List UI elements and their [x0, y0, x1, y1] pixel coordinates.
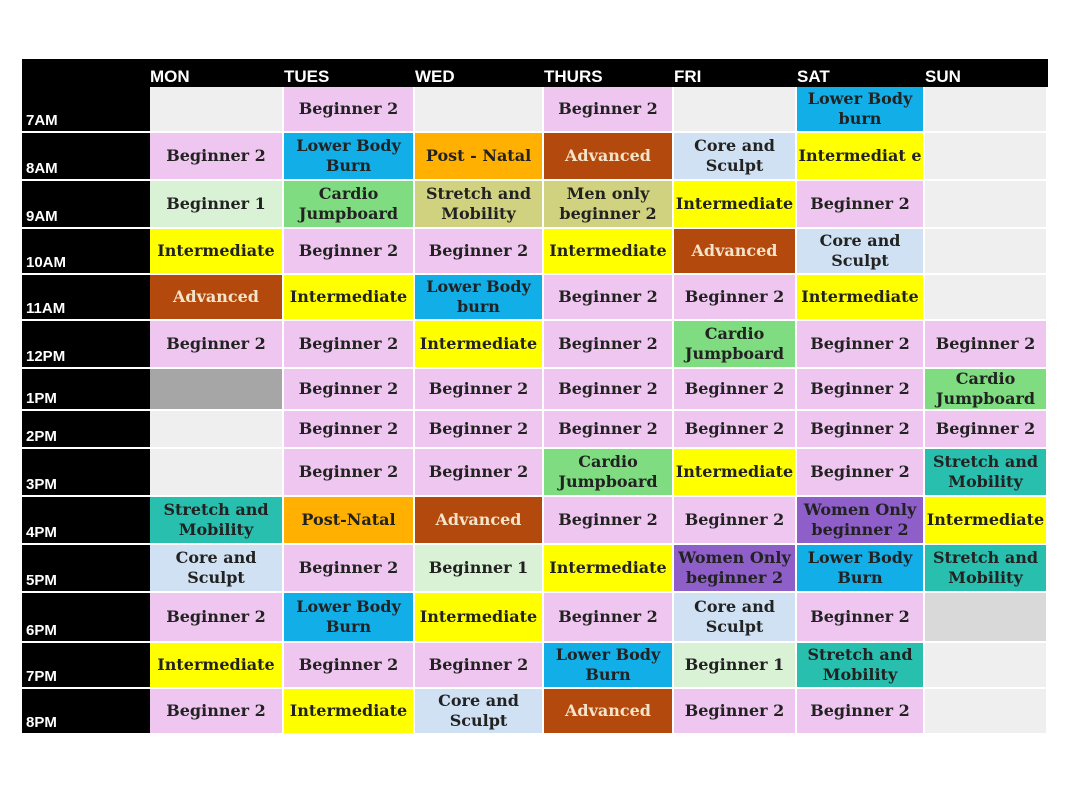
- day-header-wed: WED: [415, 59, 544, 87]
- class-cell-sun: Beginner 2: [925, 411, 1048, 449]
- class-cell-sat: Intermediat e: [797, 133, 925, 181]
- class-cell-tues: Beginner 2: [284, 411, 415, 449]
- class-cell-thurs: Beginner 2: [544, 87, 674, 133]
- class-cell-sat: Beginner 2: [797, 449, 925, 497]
- class-cell-sun: [925, 593, 1048, 643]
- class-cell-thurs: Cardio Jumpboard: [544, 449, 674, 497]
- class-cell-mon: Advanced: [150, 275, 284, 321]
- class-cell-sat: Beginner 2: [797, 369, 925, 411]
- class-cell-thurs: Lower Body Burn: [544, 643, 674, 689]
- class-cell-sun: Cardio Jumpboard: [925, 369, 1048, 411]
- class-cell-thurs: Beginner 2: [544, 411, 674, 449]
- class-cell-tues: Beginner 2: [284, 643, 415, 689]
- class-cell-wed: Core and Sculpt: [415, 689, 544, 735]
- class-cell-mon: [150, 369, 284, 411]
- class-cell-sat: Women Only beginner 2: [797, 497, 925, 545]
- class-cell-tues: Beginner 2: [284, 369, 415, 411]
- timetable-row: [22, 689, 1048, 735]
- class-cell-mon: Beginner 1: [150, 181, 284, 229]
- class-cell-wed: Beginner 2: [415, 369, 544, 411]
- time-slot-label: 12PM: [22, 321, 150, 369]
- class-cell-sat: Beginner 2: [797, 411, 925, 449]
- class-cell-tues: Beginner 2: [284, 229, 415, 275]
- class-cell-wed: Beginner 1: [415, 545, 544, 593]
- class-cell-sun: [925, 133, 1048, 181]
- class-cell-tues: Beginner 2: [284, 545, 415, 593]
- class-cell-sun: [925, 275, 1048, 321]
- class-cell-mon: Beginner 2: [150, 689, 284, 735]
- class-cell-wed: Intermediate: [415, 593, 544, 643]
- timetable-row: [22, 275, 1048, 321]
- class-cell-sun: Intermediate: [925, 497, 1048, 545]
- class-cell-thurs: Beginner 2: [544, 369, 674, 411]
- timetable-row: [22, 545, 1048, 593]
- timetable-row: [22, 229, 1048, 275]
- class-cell-tues: Intermediate: [284, 275, 415, 321]
- class-cell-tues: Beginner 2: [284, 321, 415, 369]
- class-cell-sun: [925, 689, 1048, 735]
- class-cell-tues: Post-Natal: [284, 497, 415, 545]
- timetable-row: [22, 643, 1048, 689]
- time-slot-label: 10AM: [22, 229, 150, 275]
- class-cell-mon: Stretch and Mobility: [150, 497, 284, 545]
- class-cell-fri: Intermediate: [674, 181, 797, 229]
- time-slot-label: 3PM: [22, 449, 150, 497]
- class-cell-tues: Intermediate: [284, 689, 415, 735]
- class-timetable: [22, 59, 1048, 735]
- time-slot-label: 1PM: [22, 369, 150, 411]
- class-cell-wed: Beginner 2: [415, 643, 544, 689]
- time-slot-label: 11AM: [22, 275, 150, 321]
- class-cell-mon: Intermediate: [150, 643, 284, 689]
- class-cell-fri: Beginner 2: [674, 369, 797, 411]
- class-cell-sat: Beginner 2: [797, 593, 925, 643]
- class-cell-thurs: Beginner 2: [544, 321, 674, 369]
- time-slot-label: 4PM: [22, 497, 150, 545]
- class-cell-tues: Beginner 2: [284, 87, 415, 133]
- class-cell-fri: Beginner 2: [674, 275, 797, 321]
- class-cell-fri: Cardio Jumpboard: [674, 321, 797, 369]
- day-header-thurs: THURS: [544, 59, 674, 87]
- timetable-row: [22, 449, 1048, 497]
- class-cell-fri: Beginner 2: [674, 411, 797, 449]
- day-header-tues: TUES: [284, 59, 415, 87]
- class-cell-wed: Stretch and Mobility: [415, 181, 544, 229]
- class-cell-sat: Beginner 2: [797, 689, 925, 735]
- class-cell-sat: Lower Body Burn: [797, 545, 925, 593]
- class-cell-mon: Beginner 2: [150, 133, 284, 181]
- class-cell-mon: Intermediate: [150, 229, 284, 275]
- timetable-row: [22, 411, 1048, 449]
- class-cell-fri: [674, 87, 797, 133]
- class-cell-sat: Beginner 2: [797, 181, 925, 229]
- class-cell-thurs: Intermediate: [544, 545, 674, 593]
- class-cell-sun: [925, 643, 1048, 689]
- timetable-row: [22, 497, 1048, 545]
- class-cell-sat: Beginner 2: [797, 321, 925, 369]
- class-cell-mon: Beginner 2: [150, 321, 284, 369]
- class-cell-thurs: Advanced: [544, 133, 674, 181]
- class-cell-fri: Beginner 2: [674, 689, 797, 735]
- time-slot-label: 7AM: [22, 87, 150, 133]
- time-slot-label: 9AM: [22, 181, 150, 229]
- class-cell-thurs: Intermediate: [544, 229, 674, 275]
- class-cell-wed: [415, 87, 544, 133]
- class-cell-wed: Intermediate: [415, 321, 544, 369]
- timetable-row: [22, 321, 1048, 369]
- class-cell-thurs: Men only beginner 2: [544, 181, 674, 229]
- class-cell-fri: Advanced: [674, 229, 797, 275]
- class-cell-sat: Stretch and Mobility: [797, 643, 925, 689]
- corner-cell: [22, 59, 150, 87]
- class-cell-fri: Beginner 2: [674, 497, 797, 545]
- class-cell-thurs: Beginner 2: [544, 275, 674, 321]
- day-header-row: [22, 59, 1048, 87]
- class-cell-fri: Women Only beginner 2: [674, 545, 797, 593]
- class-cell-wed: Beginner 2: [415, 229, 544, 275]
- timetable-body: [22, 87, 1048, 735]
- class-cell-fri: Core and Sculpt: [674, 133, 797, 181]
- class-cell-wed: Advanced: [415, 497, 544, 545]
- time-slot-label: 6PM: [22, 593, 150, 643]
- timetable-row: [22, 133, 1048, 181]
- class-cell-sun: [925, 87, 1048, 133]
- class-cell-mon: Core and Sculpt: [150, 545, 284, 593]
- day-header-sat: SAT: [797, 59, 925, 87]
- class-cell-thurs: Beginner 2: [544, 593, 674, 643]
- time-slot-label: 8PM: [22, 689, 150, 735]
- class-cell-sun: [925, 229, 1048, 275]
- time-slot-label: 5PM: [22, 545, 150, 593]
- class-cell-sat: Core and Sculpt: [797, 229, 925, 275]
- class-cell-wed: Beginner 2: [415, 411, 544, 449]
- class-cell-sun: Stretch and Mobility: [925, 545, 1048, 593]
- class-cell-wed: Lower Body burn: [415, 275, 544, 321]
- time-slot-label: 2PM: [22, 411, 150, 449]
- class-cell-mon: Beginner 2: [150, 593, 284, 643]
- timetable-row: [22, 593, 1048, 643]
- class-cell-sat: Lower Body burn: [797, 87, 925, 133]
- class-cell-mon: [150, 449, 284, 497]
- class-cell-mon: [150, 411, 284, 449]
- class-cell-tues: Cardio Jumpboard: [284, 181, 415, 229]
- class-cell-sun: [925, 181, 1048, 229]
- day-header-sun: SUN: [925, 59, 1048, 87]
- class-cell-tues: Lower Body Burn: [284, 133, 415, 181]
- class-cell-tues: Lower Body Burn: [284, 593, 415, 643]
- timetable-row: [22, 369, 1048, 411]
- class-cell-fri: Core and Sculpt: [674, 593, 797, 643]
- day-header-mon: MON: [150, 59, 284, 87]
- class-cell-wed: Beginner 2: [415, 449, 544, 497]
- class-cell-thurs: Advanced: [544, 689, 674, 735]
- class-cell-wed: Post - Natal: [415, 133, 544, 181]
- class-cell-fri: Intermediate: [674, 449, 797, 497]
- time-slot-label: 7PM: [22, 643, 150, 689]
- timetable-row: [22, 181, 1048, 229]
- time-slot-label: 8AM: [22, 133, 150, 181]
- class-cell-sun: Beginner 2: [925, 321, 1048, 369]
- timetable-row: [22, 87, 1048, 133]
- class-cell-tues: Beginner 2: [284, 449, 415, 497]
- class-cell-mon: [150, 87, 284, 133]
- class-cell-thurs: Beginner 2: [544, 497, 674, 545]
- class-cell-fri: Beginner 1: [674, 643, 797, 689]
- class-cell-sat: Intermediate: [797, 275, 925, 321]
- class-cell-sun: Stretch and Mobility: [925, 449, 1048, 497]
- day-header-fri: FRI: [674, 59, 797, 87]
